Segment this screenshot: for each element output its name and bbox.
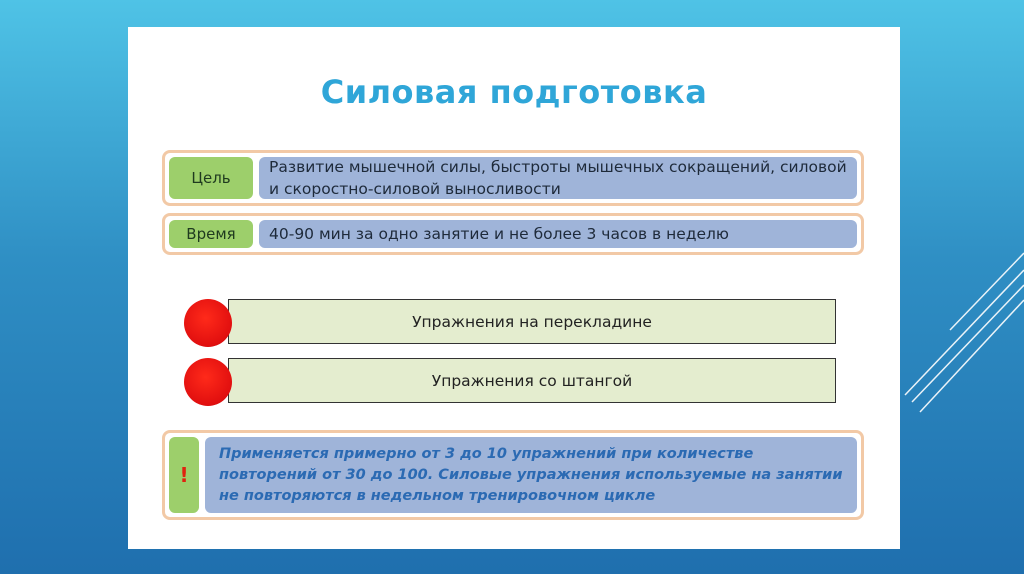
red-bullet-icon — [184, 358, 232, 406]
note-row — [162, 430, 864, 520]
note-text — [205, 437, 857, 513]
time-row — [162, 213, 864, 255]
goal-label: Цель — [169, 157, 253, 199]
red-bullet-icon — [184, 299, 232, 347]
time-text-content: 40-90 мин за одно занятие и не более 3 часов в неделю — [269, 225, 729, 243]
note-text-content: Применяется примерно от 3 до 10 упражнений при количестве повторений от 30 до 100. Силовые упражнения используемые на занятии не повторяются в недельном тренировочном цикле — [219, 445, 843, 504]
goal-text-content: Развитие мышечной силы, быстроты мышечных сокращений, силовой и скоростно-силовой выносливости — [269, 158, 847, 198]
goal-text — [259, 157, 857, 199]
time-label: Время — [169, 220, 253, 248]
slide — [128, 27, 900, 549]
exclamation-icon: ! — [169, 437, 199, 513]
exercise-item-barbell: Упражнения со штангой — [228, 358, 836, 403]
goal-row — [162, 150, 864, 206]
page-title: Силовая подготовка — [320, 73, 708, 111]
time-text — [259, 220, 857, 248]
exercise-item-pullup-bar: Упражнения на перекладине — [228, 299, 836, 344]
